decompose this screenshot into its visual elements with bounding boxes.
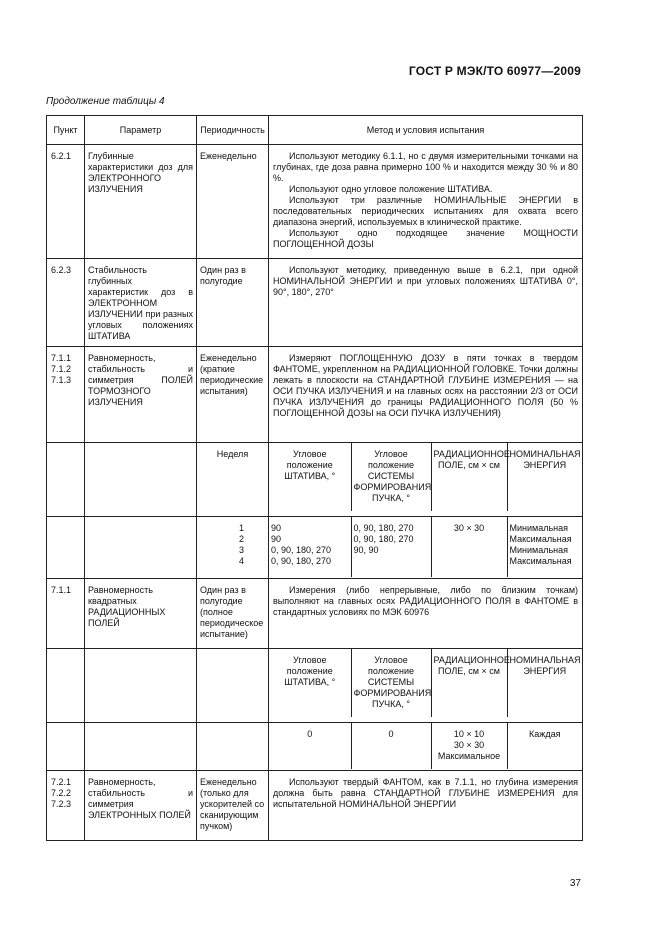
- period-cell: Один раз в полугодие (полное периодическое испытание): [197, 579, 269, 649]
- empty-cell: [47, 649, 85, 723]
- method-paragraph: Измеряют ПОГЛОЩЕННУЮ ДОЗУ в пяти точках в твердом ФАНТОМЕ, укрепленном на РАДИАЦИОННОЙ ГОЛОВКЕ. Точки должны лежать в плоскости на СТАНДАРТНОЙ ГЛУБИНЕ ИЗМЕРЕНИЯ — на ОСИ ПУЧКА ИЗЛУЧЕНИЯ и на главных осях на расстоянии 2/3 от ОСИ ПУЧКА ИЗЛУЧЕНИЯ до границы РАДИАЦИОННОГО ПОЛЯ (50 % ПОГЛОЩЕННОЙ ДОЗЫ на ОСИ ПУЧКА ИЗЛУЧЕНИЯ): [273, 353, 578, 418]
- empty-cell: [47, 723, 85, 771]
- empty-cell: [197, 723, 269, 771]
- empty-cell: [47, 443, 85, 517]
- clause-cell: 6.2.1: [47, 145, 85, 259]
- method-paragraph: Используют одно угловое положение ШТАТИВА.: [289, 184, 493, 194]
- period-cell: Еженедельно (краткие периодические испытания): [197, 347, 269, 443]
- field-header: РАДИАЦИОННОЕ ПОЛЕ, см × см: [431, 443, 507, 511]
- field-header: РАДИАЦИОННОЕ ПОЛЕ, см × см: [431, 649, 507, 717]
- document-header: ГОСТ Р МЭК/ТО 60977—2009: [408, 64, 581, 78]
- col-header-parameter: Параметр: [85, 116, 197, 145]
- col-header-period: Периодичность: [197, 116, 269, 145]
- empty-cell: [197, 649, 269, 723]
- parameter-cell: Равномерность квадратных РАДИАЦИОННЫХ ПОЛЕЙ: [85, 579, 197, 649]
- parameter-cell: Глубинные характеристики доз для ЭЛЕКТРОННОГО ИЗЛУЧЕНИЯ: [85, 145, 197, 259]
- collimator-values: 0, 90, 180, 270 0, 90, 180, 270 90, 90: [351, 517, 431, 577]
- collimator-values: 0: [351, 723, 431, 769]
- parameter-cell: Стабильность глубинных характеристик доз в ЭЛЕКТРОННОМ ИЗЛУЧЕНИИ при разных угловых положениях ШТАТИВА: [85, 259, 197, 347]
- energy-values: Каждая: [507, 723, 582, 769]
- empty-cell: [47, 517, 85, 579]
- subtable-data-row: [47, 517, 583, 579]
- table-caption: Продолжение таблицы 4: [46, 96, 165, 107]
- test-table: [46, 115, 583, 841]
- parameter-cell: Равномерность, стабильность и симметрия ПОЛЕЙ ТОРМОЗНОГО ИЗЛУЧЕНИЯ: [85, 347, 197, 443]
- col-header-clause: Пункт: [47, 116, 85, 145]
- col-header-method: Метод и условия испытания: [269, 116, 583, 145]
- method-paragraph: Используют одно подходящее значение МОЩНОСТИ ПОГЛОЩЕННОЙ ДОЗЫ: [273, 228, 578, 249]
- subtable-data-cell: [269, 723, 583, 771]
- page-number: 37: [569, 878, 581, 889]
- table-header-row: [47, 116, 583, 145]
- subtable-data-cell: [269, 517, 583, 579]
- collimator-header: Угловое положение СИСТЕМЫ ФОРМИРОВАНИЯ ПУЧКА, °: [351, 443, 431, 511]
- period-cell: Один раз в полугодие: [197, 259, 269, 347]
- empty-cell: [85, 443, 197, 517]
- field-values: 30 × 30: [431, 517, 507, 577]
- week-header: Неделя: [197, 443, 269, 517]
- subtable-header-row: [47, 649, 583, 723]
- subtable-header-cell: [269, 649, 583, 723]
- method-paragraph: Используют методику 6.1.1, но с двумя измерительными точками на глубинах, где доза равна примерно 100 % и находится между 30 % и 80 %.: [273, 151, 578, 183]
- empty-cell: [85, 723, 197, 771]
- gantry-values: 90 90 0, 90, 180, 270 0, 90, 180, 270: [271, 523, 332, 566]
- method-cell: [269, 771, 583, 841]
- method-paragraph: Используют методику, приведенную выше в 6.2.1, при одной НОМИНАЛЬНОЙ ЭНЕРГИИ и при угловых положениях ШТАТИВА 0°, 90°, 180°, 270°: [273, 265, 578, 297]
- table-row: [47, 259, 583, 347]
- subtable-data-row: [47, 723, 583, 771]
- gantry-header: Угловое положение ШТАТИВА, °: [284, 449, 336, 481]
- energy-header: НОМИНАЛЬНАЯ ЭНЕРГИЯ: [507, 443, 582, 511]
- table-row: [47, 347, 583, 443]
- week-values: 1 2 3 4: [197, 517, 269, 579]
- subtable-header-cell: [269, 443, 583, 517]
- method-cell: [269, 347, 583, 443]
- parameter-cell: Равномерность, стабильность и симметрия ЭЛЕКТРОННЫХ ПОЛЕЙ: [85, 771, 197, 841]
- collimator-header: Угловое положение СИСТЕМЫ ФОРМИРОВАНИЯ ПУЧКА, °: [351, 649, 431, 717]
- method-paragraph: Используют твердый ФАНТОМ, как в 7.1.1, но глубина измерения должна быть равна СТАНДАРТНОЙ ГЛУБИНЕ ИЗМЕРЕНИЯ для испытательной НОМИНАЛЬНОЙ ЭНЕРГИИ: [273, 777, 578, 809]
- clause-cell: 6.2.3: [47, 259, 85, 347]
- subtable-header-row: [47, 443, 583, 517]
- energy-values: Минимальная Максимальная Минимальная Максимальная: [507, 517, 582, 577]
- clause-cell: 7.1.1: [47, 579, 85, 649]
- gantry-values: 0: [307, 729, 313, 739]
- method-paragraph: Используют три различные НОМИНАЛЬНЫЕ ЭНЕРГИИ в последовательных периодических испытаниях для охвата всего диапазона энергий, используемых в клинической практике.: [273, 195, 578, 227]
- clause-cell: 7.2.1 7.2.2 7.2.3: [47, 771, 85, 841]
- table-row: [47, 771, 583, 841]
- method-cell: [269, 579, 583, 649]
- field-values: 10 × 10 30 × 30 Максимальное: [431, 723, 507, 769]
- empty-cell: [85, 649, 197, 723]
- gantry-header: Угловое положение ШТАТИВА, °: [284, 655, 336, 687]
- method-cell: [269, 259, 583, 347]
- clause-cell: 7.1.1 7.1.2 7.1.3: [47, 347, 85, 443]
- period-cell: Еженедельно (только для ускорителей со сканирующим пучком): [197, 771, 269, 841]
- empty-cell: [85, 517, 197, 579]
- period-cell: Еженедельно: [197, 145, 269, 259]
- method-paragraph: Измерения (либо непрерывные, либо по близким точкам) выполняют на главных осях РАДИАЦИОННОГО ПОЛЯ в ФАНТОМЕ в стандартных условиях по МЭК 60976: [273, 585, 578, 617]
- energy-header: НОМИНАЛЬНАЯ ЭНЕРГИЯ: [507, 649, 582, 717]
- method-cell: [269, 145, 583, 259]
- table-row: [47, 579, 583, 649]
- table-row: [47, 145, 583, 259]
